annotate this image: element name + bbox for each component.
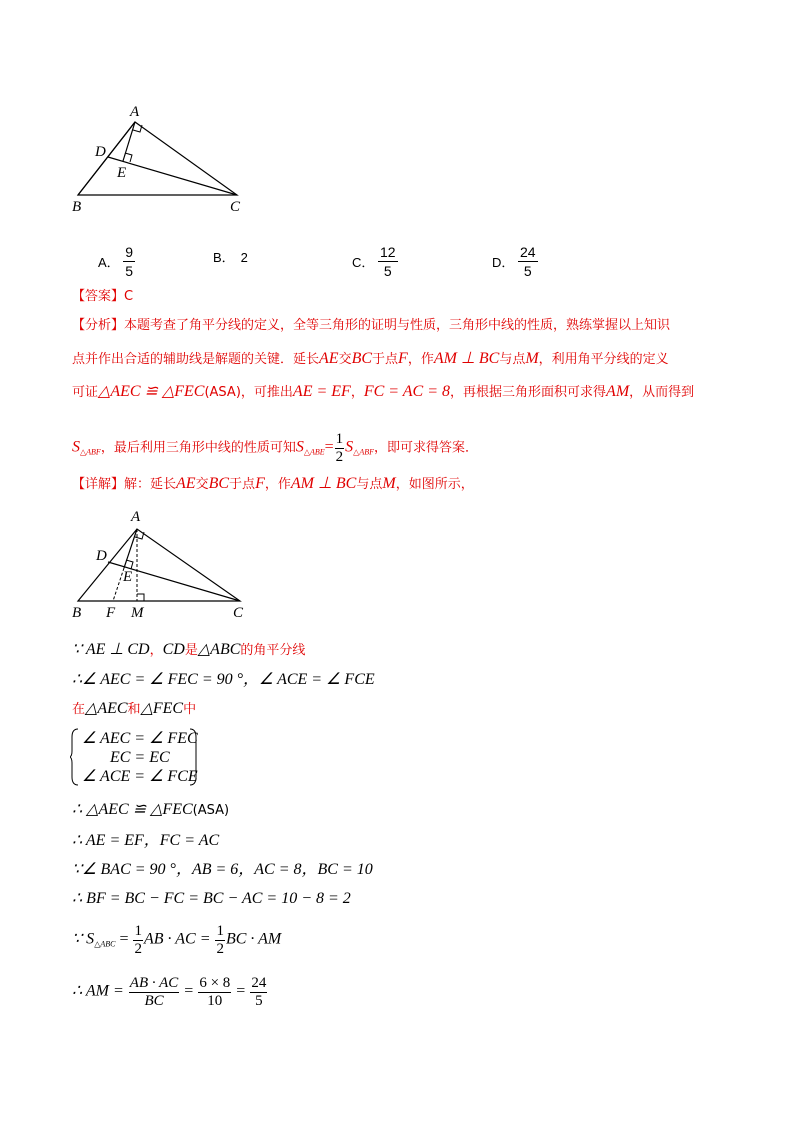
system-row: ∠ ACE = ∠ FCE — [82, 768, 198, 785]
system-row: EC = EC — [109, 749, 170, 766]
label-E: E — [123, 569, 133, 585]
answer-value: C — [124, 289, 134, 304]
detail-line: 【详解】解：延长AE交BC于点F，作AM ⊥ BC与点M，如图所示， — [72, 475, 474, 492]
label-F: F — [106, 605, 116, 620]
analysis-line-3: 可证△AEC ≌ △FEC(ASA)，可推出AE = EF，FC = AC = 8，再根据三角形面积可求得AM，从而得到 — [72, 383, 695, 400]
proof-line-3: 在△AEC和△FEC中 — [72, 700, 197, 717]
fraction: $\frac{9}{5}$ — [125, 244, 134, 279]
label-D: D — [95, 144, 106, 160]
analysis-line-4: $S_{\triangle ABF}$，最后利用三角形中线的性质可知$S_{\triangle ABE}=$ $\frac{1}{2}$ $S_{\triangle ABF}$，即可求得答案． — [72, 431, 478, 465]
label-M: M — [131, 605, 144, 620]
system-row: ∠ AEC = ∠ FEC — [82, 730, 198, 747]
label-A: A — [131, 509, 141, 525]
analysis-line-1: 【分析】本题考查了角平分线的定义，全等三角形的证明与性质，三角形中线的性质，熟练掌握以上知识 — [72, 318, 671, 333]
proof-line-7: ∴ BF = BC − FC = BC − AC = 10 − 8 = 2 — [72, 890, 351, 907]
label-B: B — [72, 199, 82, 215]
label-A: A — [130, 104, 140, 120]
analysis-line-2: 点并作出合适的辅助线是解题的关键．延长AE交BC于点F，作AM ⊥ BC与点M，利用角平分线的定义 — [72, 350, 669, 367]
proof-line-6: ∵∠ BAC = 90 °，AB = 6，AC = 8，BC = 10 — [72, 861, 373, 878]
triangle-figure-1 — [60, 100, 260, 215]
proof-line-2: ∴∠ AEC = ∠ FEC = 90 °，∠ ACE = ∠ FCE — [72, 671, 375, 688]
label-C: C — [230, 199, 241, 215]
label-B: B — [72, 605, 82, 620]
answer-line: 【答案】C — [72, 289, 134, 304]
label-E: E — [117, 165, 127, 181]
label-D: D — [96, 548, 107, 564]
proof-line-5: ∴ AE = EF，FC = AC — [72, 832, 220, 849]
equation-system — [70, 727, 198, 787]
proof-line-8: ∵ $S_{\triangle ABC}$ = $\frac{1}{2}$ AB · AC = $\frac{1}{2}$ BC · AM — [72, 923, 282, 957]
label-C: C — [233, 605, 244, 620]
proof-line-9: ∴ AM = $\frac{AB \cdot AC}{BC}$ = $\frac{6 \times 8}{10}$ = $\frac{24}{5}$ — [72, 975, 267, 1009]
proof-line-1: ∵ AE ⊥ CD，CD是△ABC的角平分线 — [72, 641, 306, 658]
triangle-figure-2 — [60, 505, 260, 620]
proof-line-4: ∴ △AEC ≌ △FEC(ASA) — [72, 801, 230, 818]
